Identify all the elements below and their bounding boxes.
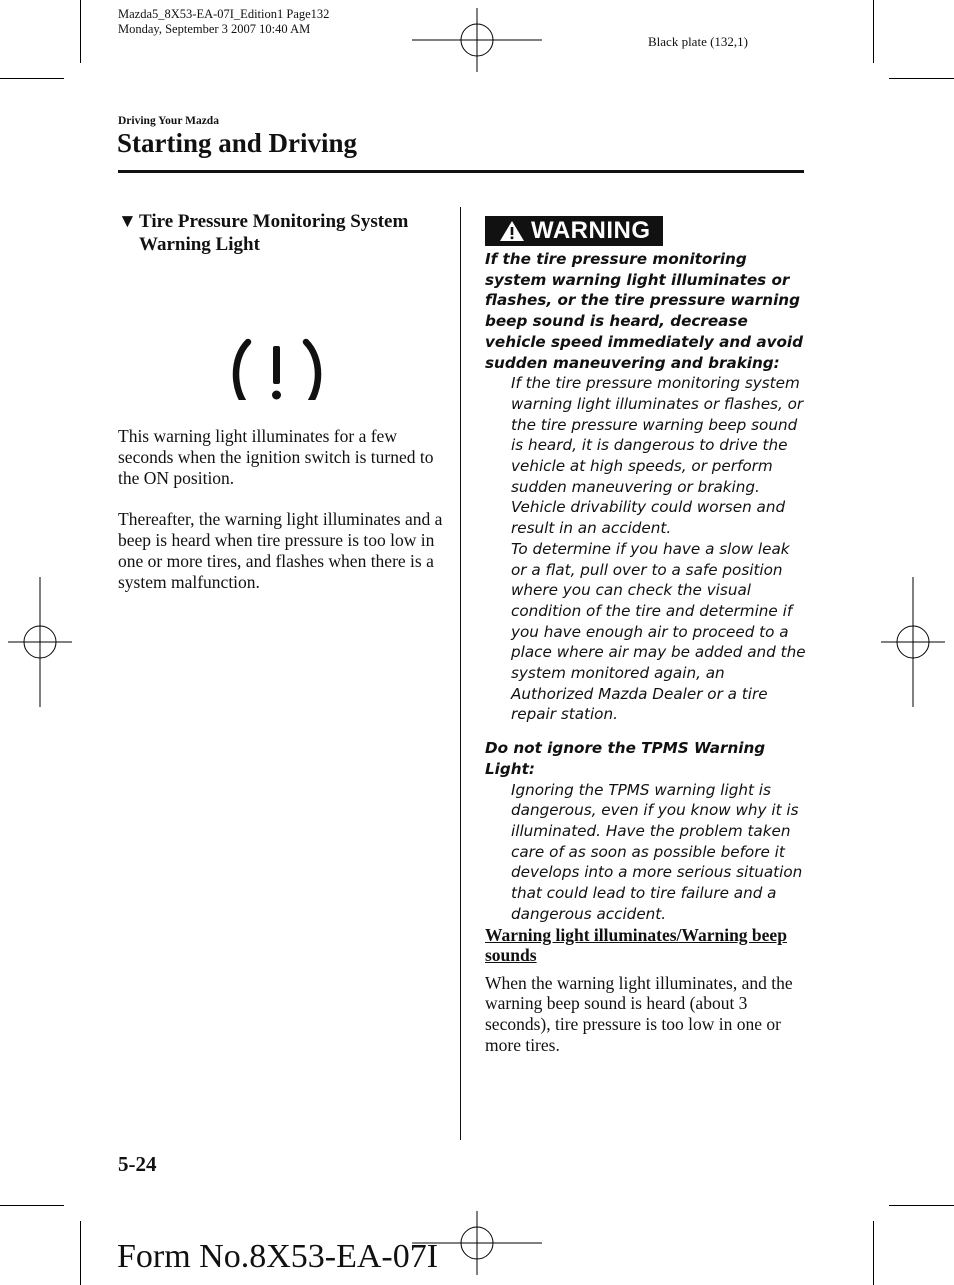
crop-mark — [80, 0, 81, 63]
crop-mark — [889, 78, 954, 79]
crop-mark — [873, 1221, 874, 1285]
subheading — [118, 210, 443, 256]
registration-mark-icon — [881, 577, 945, 707]
warning-body-text: Ignoring the TPMS warning light is dangerous, even if you know why it is illuminated. Have the problem taken care of as soon as possible before it develops into a more serious situation that could lead to tire failure and a dangerous accident. — [511, 780, 803, 923]
subheading-text: Tire Pressure Monitoring System Warning Light — [139, 211, 409, 255]
crop-mark — [873, 0, 874, 63]
warning-badge — [485, 216, 663, 246]
warning-bold-text: If the tire pressure monitoring system warning light illuminates or flashes, or the tire pressure warning beep sound is heard, decrease vehicle speed immediately and avoid sudden maneuvering and braking: — [485, 250, 804, 372]
section-label: Driving Your Mazda — [118, 115, 219, 127]
underlined-subheading: Warning light illuminates/Warning beep sounds — [485, 924, 787, 965]
page-number: 5-24 — [118, 1152, 157, 1176]
crop-mark — [80, 1221, 81, 1285]
crop-mark — [0, 78, 64, 79]
body-paragraph: Thereafter, the warning light illuminates and a beep is heard when tire pressure is too low in one or more tires, and flashes when there is a system malfunction. — [118, 509, 443, 592]
registration-mark-icon — [412, 8, 542, 72]
tire-pressure-warning-icon — [118, 290, 443, 400]
print-timestamp: Monday, September 3 2007 10:40 AM — [118, 22, 311, 36]
warning-triangle-icon — [499, 220, 525, 242]
registration-mark-icon — [8, 577, 72, 707]
crop-mark — [0, 1205, 64, 1206]
print-job-line: Mazda5_8X53-EA-07I_Edition1 Page132 — [118, 7, 330, 21]
warning-body-text: If the tire pressure monitoring system warning light illuminates or flashes, or the tire pressure warning beep sound is heard, it is dangerous to drive the vehicle at high speeds, or perform sudden maneuvering or braking. Vehicle drivability could worsen and result in an accident. — [511, 374, 804, 538]
warning-label: WARNING — [531, 217, 651, 244]
body-paragraph: When the warning light illuminates, and the warning beep sound is heard (about 3 seconds), tire pressure is too low in one or more tires. — [485, 972, 793, 1055]
plate-label: Black plate (132,1) — [648, 34, 748, 49]
warning-bold-text: Do not ignore the TPMS Warning Light: — [485, 739, 766, 778]
crop-mark — [889, 1205, 954, 1206]
triangle-bullet-icon: ▼ — [118, 211, 137, 232]
right-column — [485, 216, 807, 1056]
header-rule — [118, 170, 804, 173]
warning-body-text: To determine if you have a slow leak or a flat, pull over to a safe position where you can check the visual condition of the tire and determine if you have enough air to proceed to a place where air may be added and the system monitored again, an Authorized Mazda Dealer or a tire repair station. — [511, 539, 806, 724]
body-paragraph: This warning light illuminates for a few seconds when the ignition switch is turned to the ON position. — [118, 426, 434, 488]
column-divider — [460, 207, 461, 1140]
page-title: Starting and Driving — [117, 128, 358, 158]
left-column — [118, 210, 443, 593]
form-number: Form No.8X53-EA-07I — [117, 1238, 439, 1275]
